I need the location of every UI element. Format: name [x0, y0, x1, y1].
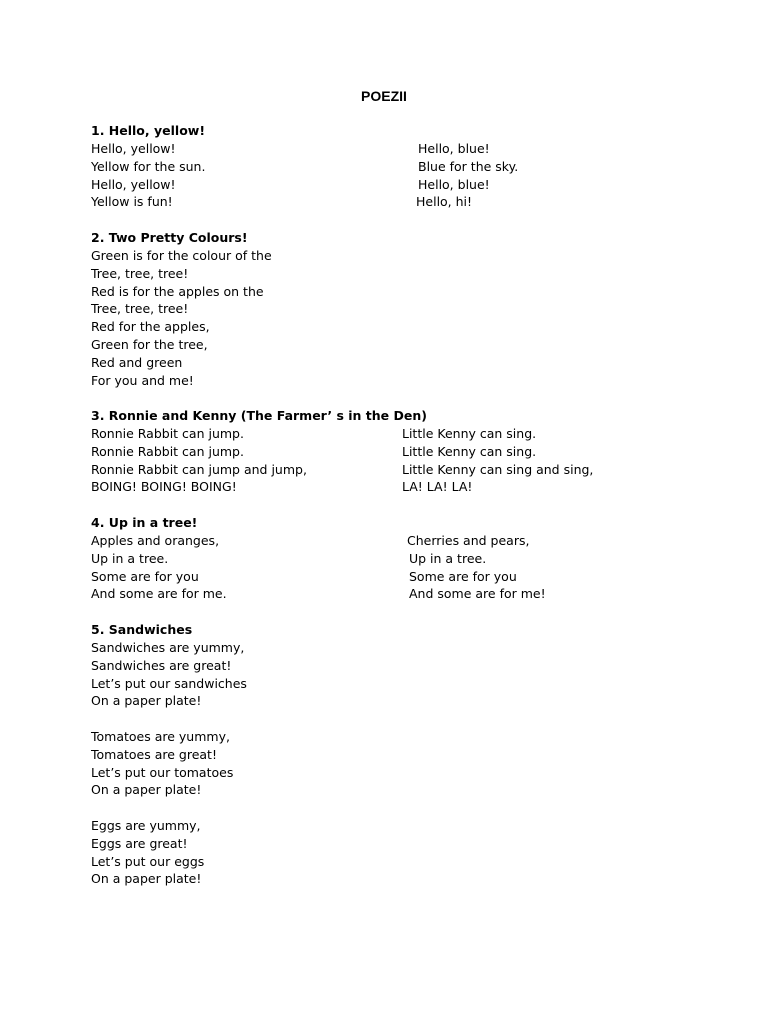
poem-line: Blue for the sky.	[418, 158, 519, 174]
poem-line: Some are for you	[91, 568, 199, 584]
poem-2-column	[91, 247, 272, 389]
poem-line: Let’s put our sandwiches	[91, 675, 247, 691]
poem-line: On a paper plate!	[91, 871, 202, 887]
poem-4-title: 4. Up in a tree!	[91, 515, 198, 530]
poem-line: Ronnie Rabbit can jump.	[91, 443, 244, 459]
poem-line: Tomatoes are yummy,	[91, 728, 230, 744]
poem-line: Little Kenny can sing.	[402, 426, 537, 441]
poem-5-stanza-3	[91, 817, 247, 888]
poem-3-right-column	[402, 425, 593, 496]
poem-line: Tree, tree, tree!	[91, 265, 189, 281]
poem-line: Yellow is fun!	[91, 194, 173, 210]
poem-line: Hello, hi!	[416, 194, 473, 210]
poem-line: Apples and oranges,	[91, 533, 220, 548]
poem-line: Green for the tree,	[91, 336, 208, 352]
poem-line: And some are for me!	[409, 586, 546, 602]
poem-line: Let’s put our tomatoes	[91, 764, 234, 780]
poem-line: Some are for you	[409, 568, 517, 584]
poem-3-title: 3. Ronnie and Kenny (The Farmer’ s in the Den)	[91, 408, 427, 423]
poem-line: Hello, blue!	[418, 141, 490, 156]
poem-line: Cherries and pears,	[407, 533, 530, 548]
poem-4-right-column	[407, 532, 546, 603]
poem-line: Hello, yellow!	[91, 176, 176, 192]
poem-1-right-column	[418, 140, 518, 211]
poem-line: BOING! BOING! BOING!	[91, 479, 237, 495]
poem-line: Let’s put our eggs	[91, 853, 205, 869]
poem-line: Tomatoes are great!	[91, 746, 217, 762]
poem-line: Little Kenny can sing.	[402, 443, 537, 459]
poem-line: Red and green	[91, 354, 183, 370]
poem-5-stanza-1	[91, 639, 247, 710]
poem-line: On a paper plate!	[91, 693, 202, 709]
poem-line: Little Kenny can sing and sing,	[402, 461, 594, 477]
poem-line: Sandwiches are yummy,	[91, 640, 245, 655]
poem-3-left-column	[91, 425, 307, 496]
poem-1-left-column	[91, 140, 205, 211]
poem-line: Up in a tree.	[409, 550, 487, 566]
poem-line: And some are for me.	[91, 586, 227, 602]
poem-line: Eggs are great!	[91, 835, 188, 851]
poem-line: LA! LA! LA!	[402, 479, 473, 495]
poem-line: Tree, tree, tree!	[91, 301, 189, 317]
poem-line: Up in a tree.	[91, 550, 169, 566]
poem-line: Red for the apples,	[91, 319, 210, 335]
poem-line: On a paper plate!	[91, 782, 202, 798]
poem-line: Hello, blue!	[418, 176, 490, 192]
poem-line: Ronnie Rabbit can jump and jump,	[91, 461, 307, 477]
poem-line: Eggs are yummy,	[91, 817, 201, 833]
poem-4-left-column	[91, 532, 227, 603]
poem-line: Yellow for the sun.	[91, 158, 206, 174]
poem-line: Green is for the colour of the	[91, 248, 272, 263]
poem-5-stanza-2	[91, 728, 247, 799]
poem-line: Red is for the apples on the	[91, 283, 264, 299]
poem-5-title: 5. Sandwiches	[91, 622, 193, 637]
poem-line: Sandwiches are great!	[91, 657, 232, 673]
document-title: POEZII	[361, 88, 407, 104]
poem-5-column	[91, 639, 247, 888]
poem-line: Ronnie Rabbit can jump.	[91, 426, 244, 441]
poem-line: For you and me!	[91, 372, 194, 388]
poem-1-title: 1. Hello, yellow!	[91, 123, 206, 138]
poem-line: Hello, yellow!	[91, 141, 176, 156]
poem-2-title: 2. Two Pretty Colours!	[91, 230, 248, 245]
